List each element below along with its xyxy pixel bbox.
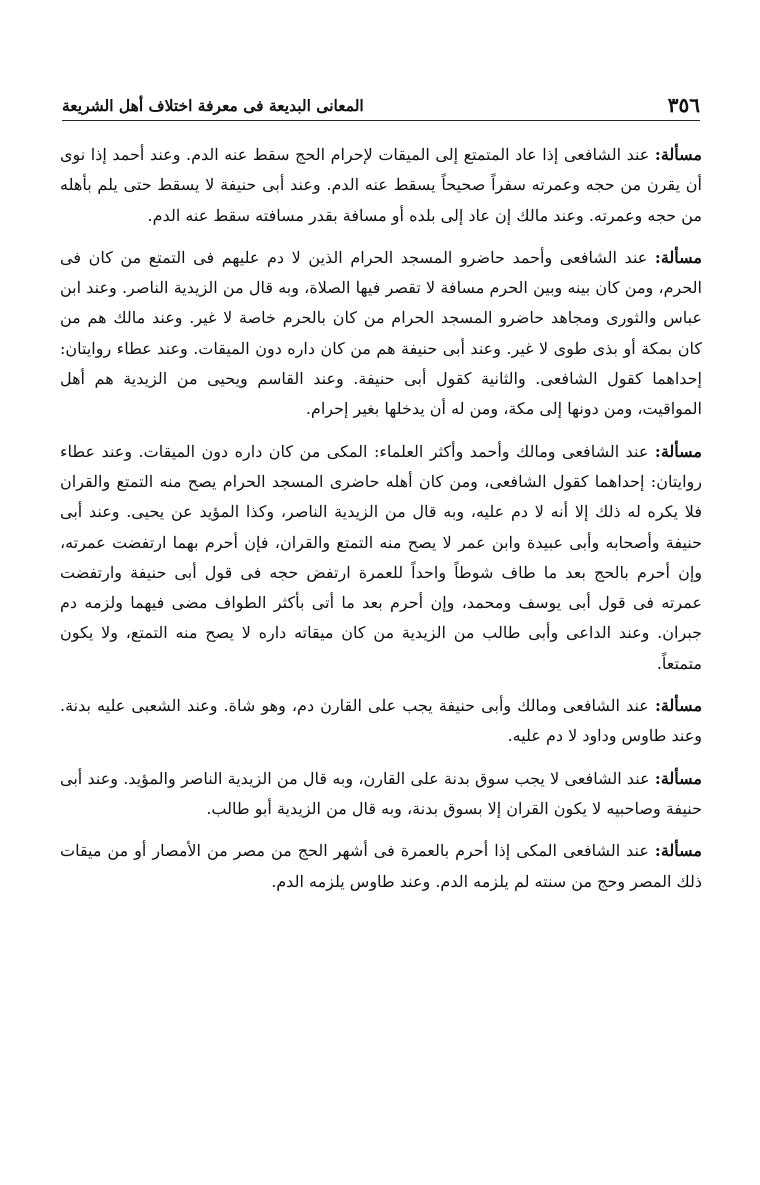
paragraph-text: عند الشافعى المكى إذا أحرم بالعمرة فى أشهر الحج من مصر من الأمصار أو من ميقات ذلك المصر وحج من سنته لم يلزمه الدم. وعند طاوس يلزمه الدم. — [60, 841, 702, 891]
paragraph-text: عند الشافعى إذا عاد المتمتع إلى الميقات لإحرام الحج سقط عنه الدم. وعند أحمد إذا نوى أن يقرن من حجه وعمرته سفراً صحيحاً يسقط عنه الدم. وعند أبى حنيفة لا يسقط حتى يلم بأهله من حجه وعمرته. وعند مالك إن عاد إلى بلده أو مسافة بقدر مسافته سقط عنه الدم. — [60, 145, 702, 225]
paragraph-lead: مسألة: — [654, 841, 702, 861]
running-header — [62, 84, 700, 121]
paragraph-lead: مسألة: — [654, 441, 702, 461]
paragraph-4 — [60, 691, 702, 752]
paragraph-lead: مسألة: — [654, 696, 703, 716]
paragraph-lead: مسألة: — [654, 768, 702, 788]
paragraph-text: عند الشافعى لا يجب سوق بدنة على القارن، وبه قال من الزيدية الناصر والمؤيد. وعند أبى حنيفة وصاحبيه لا يكون القران إلا بسوق بدنة، وبه قال من الزيدية أبو طالب. — [60, 768, 702, 818]
paragraph-text: عند الشافعى ومالك وأبى حنيفة يجب على القارن دم، وهو شاة. وعند الشعبى عليه بدنة. وعند طاوس وداود لا دم عليه. — [60, 696, 702, 746]
paragraph-lead: مسألة: — [654, 145, 702, 164]
paragraph-5 — [60, 764, 702, 825]
paragraph-2 — [60, 243, 702, 425]
paragraph-3 — [60, 437, 702, 679]
paragraph-text: عند الشافعى ومالك وأحمد وأكثر العلماء: المكى من كان داره دون الميقات. وعند عطاء روايتان: إحداهما كقول الشافعى، ومن كان أهله حاضرى المسجد الحرام يصح منه التمتع والقران فلا يكره له ذلك إلا أنه لا دم عليه، وبه قال من الزيدية الناصر، وكذا المؤيد عن يحيى. وعند أبى حنيفة وأصحابه وأبى عبيدة وابن عمر لا يصح منه التمتع والقران، فإن أحرم بهما ارتفضت عمرته، وإن أحرم بالحج بعد ما طاف شوطاً واحداً للعمرة ارتفض حجه فى قول أبى حنيفة وارتفضت عمرته فى قول أبى يوسف ومحمد، وإن أحرم بعد ما أتى بأكثر الطواف مضى فيهما ولزمه دم جبران. وعند الداعى وأبى طالب من الزيدية من كان ميقاته داره لا يصح منه التمتع، ولا يكون متمتعاً. — [60, 441, 703, 673]
paragraph-lead: مسألة: — [654, 247, 702, 267]
paragraph-1 — [60, 140, 702, 231]
page-body — [60, 140, 702, 909]
page-number: ٣٥٦ — [667, 93, 700, 117]
book-title: المعانى البديعة فى معرفة اختلاف أهل الشريعة — [62, 96, 364, 115]
paragraph-6 — [60, 836, 702, 897]
paragraph-text: عند الشافعى وأحمد حاضرو المسجد الحرام الذين لا دم عليهم فى التمتع من كان فى الحرم، ومن كان بينه وبين الحرم مسافة لا تقصر فيها الصلاة، وبه قال من الزيدية الناصر. وعند ابن عباس والثورى ومجاهد حاضرو المسجد الحرام من كان بالحرم خاصة لا غير. وعند مالك هم من كان بمكة أو بذى طوى لا غير. وعند أبى حنيفة هم من كان داره دون الميقات. وعند عطاء روايتان: إحداهما كقول الشافعى. والثانية كقول أبى حنيفة. وعند القاسم ويحيى من الزيدية هم أهل المواقيت، ومن دونها إلى مكة، ومن له أن يدخلها بغير إحرام. — [60, 247, 702, 419]
